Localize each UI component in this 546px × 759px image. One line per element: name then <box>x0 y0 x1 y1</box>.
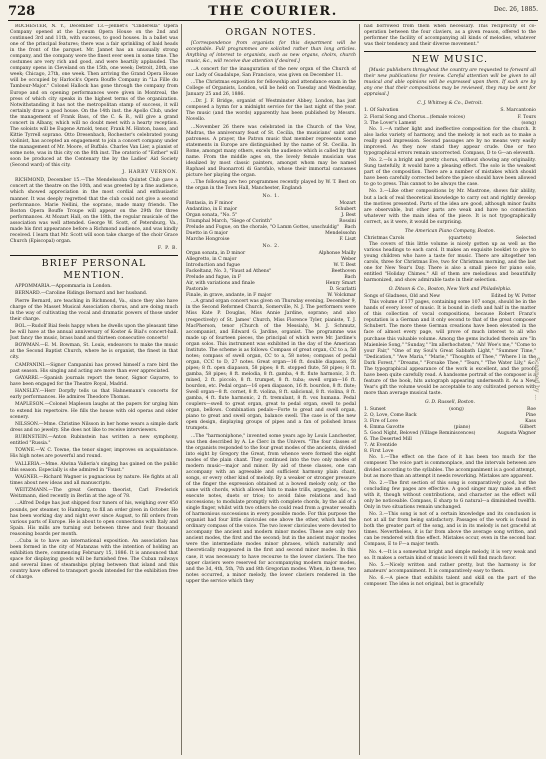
issue-date: Dec. 26, 1885. <box>493 6 538 13</box>
review-paragraph: No. 3.—This song is not of a certain knowledge and its conclusion is not at all far from being satisfactory. Passages of the work is found in both the greater part of the song, and is in its melody is not graceful at times. Nevertheless, it is far from above the average song written, and can be rendered with fine effect. Mistakes occur, even in the second bar. Compass, E to F—a major tenth. <box>364 512 536 548</box>
publication-item: 6. The Deserted Mill <box>364 437 412 443</box>
column-divider <box>181 24 182 755</box>
news-paragraph: ...Cuba is to have an international exposition. An association has been formed in the city of Matanzas with the intention of holding an exhibition there, commencing February 15, 1886. It is announced that space for displaying goods will be furnished free. The Cuban railways and several lines of steamships plying between that island and this country have offered to transport goods intended for the exhibition free of charge. <box>10 538 178 581</box>
mention-item: BOWMAN.—E. M. Bowman, St. Louis, endeavors to make the music at the Second Baptist Church, where he is organist, the finest in that city. <box>10 343 178 361</box>
section-heading-organ-notes: ORGAN NOTES. <box>225 27 317 38</box>
programme-row: Fantasia, in F minor Mozart <box>186 200 356 206</box>
mention-item: GAYARRE.—Spanish journals report the tenor, Signor Gayarre, to have been engaged for the Theatre Royal, Madrid. <box>10 375 178 387</box>
scan-watermark: Scanned by ... <box>533 357 540 400</box>
publication-item: Songs of Gladness, Old and New Edited by W. Potter <box>364 294 536 300</box>
publisher-heading: O. Ditson & Co., Boston, New York and Philadelphia. <box>388 287 512 293</box>
mention-item: WAGNER.—Richard Wagner is pugnacious by nature. He fights at all times about new ideas and all manuscripts. <box>10 474 178 486</box>
organ-paragraph: ...November 26 there was celebrated in the Church of the Vow, Madras, the anniversary feast of St. Cecilia, the musicians' saint and patroness. A prayer, the Patron music that member represents some statements in Europe are distinguished by the name of St. Cecilia. In Rome, amongst many others, excels the audience which is called by that name. From the middle ages on, the lovely female musician was idealized by most classic painters, amongst whom may be named Raphael and Buonarroti di Garofalo, whose their immortal canvasses picture her playing the organ. <box>186 124 356 179</box>
mention-item: TOWNE.—W. C. Towne, the tenor singer, improves on acquaintance. His high notes are powerful and round. <box>10 448 178 460</box>
section-heading-new-music: NEW MUSIC. <box>364 51 536 66</box>
programme-row: Prelude and Fugue, on the chorale, "O Lamm Gottes, unschuldig" Bach <box>186 224 356 230</box>
programme-row: Andantino, in E major Schubert <box>186 206 356 212</box>
publication-item: 3. The Lover's Lament (song) <box>364 120 536 126</box>
organ-paragraph: ...A grand organ concert was given on Thursday evening, December 9, in the Second Reformed Church, Somerville, N. J. The performers were Miss Kate P. Douglas, Miss Annie Jardine, soprano; and also (respectively) of St. James' Church, Miss Florence Tyler, pianiste, T. J. MacPherson, tenor (Church of the Messiah), M. J. Schmutz, accompanist, and Edward G. Jardine, organist. The programme was made up of fourteen pieces, the principal of which were Mr. Jardine's organ solos. This instrument was exhibited in the day of the American Institute. The scheme is as follows: Compass of great organ, CC to a, 58 notes; compass of swell organ, CC to a, 58 notes; compass of pedal organ, CCC to D, 27 notes. Great organ—16 ft. double diapason, 58 pipes; 8 ft. open diapason, 58 pipes; 8 ft. stopped flute, 58 pipes; 8 ft. gamba, 58 pipes; 8 ft. melodia, 8 ft. gamba, 4 ft. flute harmonic, 3 ft. mixed, 2 ft. piccolo, 8 ft. trumpet, 8 ft. tuba; swell organ—16 ft. bourdon, etc. Pedal organ—16 open diapason, 16 ft. bourdon, 8 ft. flute; Swell organ—8 ft. cornet, 8 ft. violina, 8 ft. salicional, 8 ft. violina, 8 ft. gamba, 4 ft. flute harmonic, 2 ft. tremulant, 8 ft. vox humana. Pedal couplers—swell to great organ, great to pedal organ, swell to pedal organ, bellows. Combination pedals—Forte to great and swell organ, piano to great and swell organ, balance swell. The case is of the new open design, displaying groups of pipes and a fan of polished brass trumpets. <box>186 299 356 432</box>
mention-item: CAMPANINI.—Signor Campanini has proved himself a rare bird the past season. His singing and acting are more than ever appreciated. <box>10 362 178 374</box>
publication-item: 2. O, Love, Come Back Pine <box>364 413 536 419</box>
programme-heading: No. 2. <box>262 243 280 249</box>
mention-item: BERNARD.—Caroline Ridings Bernard and her husband. <box>15 291 148 297</box>
publication-item: 7. At Eventide <box>364 443 397 449</box>
programme-heading: No. 1. <box>262 193 280 199</box>
publication-item: 3. Fire of Love Kass <box>364 419 536 425</box>
review-paragraph: No. 5.—Nicely written and rather pretty, but the harmony is for amateurs' accompaniment. It is comparatively easy to them. <box>364 562 536 575</box>
publication-item: 2. Floral Song and Chorus...(female voices) F. Tours <box>364 114 536 120</box>
publication-item: 1. Of Salvation S. Marcantonio <box>364 108 536 114</box>
review-paragraph: No. 1.—The effect on the face of it has been too much for the composer. The voice part is commonplace, and the intervals between are divided according to the syllables. The accompaniment is a good attempt, but as more than an attempt it needs reworking. Mistakes are apparent. <box>364 455 536 479</box>
publisher-heading: C. J. Whitney & Co., Detroit. <box>417 101 483 107</box>
organ-paragraph: ...The "harmoniphone," invented some years ago by Louis Lanchester, was then described by A. Le Clerc in the Univers. "The four classes of the organists responded to the four great modes of the ancients, divided into eight by Gregory the Great, from whence were formed the eight modes of the plain chant. They continued into the two only modes of modern music—major and minor. By aid of these classes, one can accompany with an agreeable and sufficient harmony plain chant, songs, or every other kind of melody. By a weaker or stronger pressure of the finger the expression obtained at a bowed melody only, or the same with chords, which allowed him to make trills, arpeggios, &c., to execute notes, duets or trios; to avoid false relations and bad successions; to modulate promptly with complete chords, by the aid of a single finger, whilst with two others he could read from a greater wealth of harmonious successions in every possible mode. For this purpose the organist had four little clavicules one above the other, which had the ordinary compass of the voice. The two lower clavicules were devoted to accompany the ancient and modern minor modes. These are only two ancient modes, the first and the second; but in the ancient major modes were the intermediate modes minor phrases, which naturally and theoretically reappeared in the first and second minor modes. In this case, it was necessary to have recourse to the lower claviers. The two upper claviers were reserved for accompanying modern major modes, and the 3d, 4th, 5th, 7th and 8th Gregorian modes. When, in these, two notes occurred, a minor melody, the lower claviers rendered in the upper the service which they <box>186 433 356 584</box>
programme-row: Marche Hongroise F. Liszt <box>186 236 356 242</box>
organ-paragraph: ...A concert for the inauguration of the new organ of the Church of our Lady of Guadalupe, San Francisco, was given on December 11. <box>186 66 356 78</box>
programme-row: Air, with variations and finale Henry Smart <box>186 281 356 287</box>
mention-item: WEITZMANN.—The great German theorist, Carl Frederick Weitzmann, died recently in Berlin at the age of 78. <box>10 488 178 500</box>
review-paragraph: No. 2.—The first section of this song is comparatively good, but the concluding few pages are effective. A good singer may make an effect with it, though without contributions, and character as the effect will only be noticeable. Compass, E sharp to G natural—a diminished twelfth. Only in two situations remain unchanged. <box>364 480 536 510</box>
section-heading-brief-personal-mention: BRIEF PERSONAL MENTION. <box>10 255 178 282</box>
publisher-heading: G. D. Russell, Boston. <box>424 400 476 405</box>
publication-item: 8. First Love <box>364 449 394 455</box>
publication-item: Christmas Carols (quartets) Selected <box>364 235 536 241</box>
mention-item: BOL.—Rudolf Bial feels happy when he dwells upon the pleasant time he will have at the annual anniversary of Koster & Bial's concert-hall. Just fancy the music, brass band and thirteen consecutive concerts! <box>10 323 178 342</box>
programme-row: Duetto in G major Mendelssohn <box>186 230 356 236</box>
programme-row: Triumphal March, "Siege of Corinth" Rossini <box>186 218 356 224</box>
news-paragraph: ...Alfred Dodge has just shipped four tuners of his, weighing over 450 pounds, per steamer, to Hamburg, to fill an order given in October. He has been working day and night ever since August, to fill orders from various parts of Europe. He is about to open connections with Italy and Spain. His mills are turning out between three and four thousand reasoning boards per month. <box>10 501 178 537</box>
programme-row: Introduction and fugue W. T. Best <box>186 263 356 269</box>
mention-item: RUBINSTEIN.—Anton Rubinstein has written a new symphony, entitled "Russia." <box>10 435 178 447</box>
organ-paragraph: ...Dr. J. F. Bridge, organist of Westminster Abbey, London, has just composed a hymn for a midnight service for the last night of the year. The music (and the words) apparently has been published by Messrs. Novello. <box>186 99 356 123</box>
review-paragraph: No. 2.—Is a bright and pretty chorus, without showing any originality. Sung tastefully, it would have a pleasing effect. The solo is the weakest part of the composition. There are a number of mistakes which should have been carefully corrected before the piece should have been allowed to go to press. This cannot to be always the case. <box>364 158 536 188</box>
news-paragraph: RICHMOND, December 15.—The Mendelssohn Quintet Club gave a concert at the theatre on the 10th, and was greeted by a fine audience, which showed appreciation in the most cordial and enthusiastic manner. It was deeply regretted that the club could not give a second performance. Marie Nellini, the soprano, made many friends. The Boston Opera Bouffe Troupe will appear on the 29th for three performances. At Mozart Hall, on the 18th, the regular musicale of the association was well attended. George W. Scott, of Petersburg, Va., made his first appearance before a Richmond audience, and was kindly received. I learn that Mr. Scott will soon take charge of the choir Grace Church (Episcopal) organ. <box>10 178 178 244</box>
programme-row: Prelude and fugue, in F Bach <box>186 275 356 281</box>
review-paragraph: No. 1.—A rather light and ineffective composition for the church. It also lacks variety of harmony, and the melody is not such as to make a really good impression. Second passages are by no means very easily improved. As they now stand they appear crude. One or two typographical errors remain uncorrected. Compass, D to G—an eleventh. <box>364 126 536 156</box>
mention-item: APPOMMARIA.—Appommaria in London. <box>15 284 112 290</box>
publisher-heading: The American Piano Company, Boston. <box>404 228 496 234</box>
column-3 <box>364 24 536 755</box>
editor-note: [Music publishers throughout the country are requested to forward all their new publications for review. Careful attention will be given to all musical and able opinions will be expressed upon them. If such are by any one that their compositions may be reviewed, they may be sent for appraisal.] <box>364 68 536 98</box>
review-paragraph: No. 6.—A piece that exhibits talent and skill on the part of the composer. The idea is not original, but is gracefully <box>364 576 536 588</box>
masthead-title: THE COURIER. <box>208 4 338 19</box>
signature: J. HARRY VERNON. <box>122 170 178 176</box>
programme-row: Finale, in grave, andante, in F major W. Volckmar <box>186 293 356 299</box>
programme-row: Pastorale D. Scarlatti <box>186 287 356 293</box>
publication-item: 1. Sunset (song) Roe <box>364 407 536 413</box>
publication-list <box>364 108 536 126</box>
publication-item: 4. Emma Gavotte (piano) Gilbert <box>364 425 536 431</box>
signature: F. P. B. <box>157 246 178 252</box>
review-paragraph: The covers of this little volume is nicely gotten up as well as the various headings to each carol. It makes an exquisite booklet to give to young children who have a taste for music. There are altogether ten carols, three for Christmas Eve, two for Christmas morning, and the last one for New Year's Day. There is also a small piece for piano solo, entitled "Holiday Chimes." All of them are melodious and beautifully harmonized, and show admirable taste in their selection. <box>364 241 536 284</box>
column-divider <box>359 24 360 755</box>
programme-list <box>186 251 356 299</box>
programme-list <box>186 201 356 243</box>
mention-item: VALLERIA.—Mme. Alwina Valleria's singing has gained on the public this season. Especially is she admired in "Faust." <box>10 461 178 473</box>
publication-list <box>364 407 536 455</box>
column-2 <box>186 24 356 755</box>
review-paragraph: No. 3.—Like other compositions by Mr. Mastrone, shows fair ability, but a lack of real theoretical knowledge to carry out and rightly develop the motives presented. Parts of the idea are good, although minor faults are observable, but other parts are weak and have no connection whatever with the main idea of the piece. It is not typographically correct, as it were, it would be surprising. <box>364 189 536 225</box>
news-paragraph: ROCHESTER, N. Y., December 13.—Jennet's "Cinderella" Opera Company opened at the Lyceum Opera House on the 2nd and continued 3rd and 11th, with success, to good houses. In a ballet was one of the principal features; there was a fair sprinkling of bald heads in the front of the parquet. Mr. Jannet has an unusually strong company, and the company were the finest ever seen in some time. The costumes are very rich and good, and were heartily applauded. The company opens in Cleveland on the 15th, one week; Detroit, 20th, one week; Chicago, 27th, one week. Then arriving the Grand Opera House will be occupied by Harlock's Opera Bouffe Company in "La Fille du Tambour-Major." Colonel Hallock has gone through the company from Europe and on opening performances were given in Montreal, the press of which city speaks in the highest terms of the organization. Notwithstanding it has not the metropolitan stamp of success, it will certainly draw a good house. On the 14th inst. the Apollo Club, under the management of Frank Bass, of the C. & B., will give a grand concert in Albany, which will no doubt meet with a hearty reception. The soloists will be Eugene Arnold, tenor, Frank M. Hinton, basso, and Kittie Tyrrell soprano. Otto Dresenbach, Rochester's celebrated young violinist, has accepted an engagement to join a concert company under the management of Mr. Moore, of Buffalo. Charles Van Lier, a pianist of some note, was in this city on the 8th inst. The oratorio of "Esther" will soon be produced at the Centenary the by the Ladies' Aid Society (Second ward) of this city. <box>10 24 178 169</box>
programme-row: Allegretto, in C major Weber <box>186 257 356 263</box>
organ-paragraph: ...The Christmas exposition for fellowship and attendance exam in the College of Organists, London, will be held on Tuesday and Wednesday, January 25 and 26, 1886. <box>186 79 356 98</box>
page-header <box>8 4 538 20</box>
programme-row: Organ sonata, "No. 5" J. Best <box>186 212 356 218</box>
mention-item: MAPLESON.—Colonel Mapleson laughs at the papers for urging him to extend his repertoire. He fills the house with old operas and older scenery. <box>10 402 178 420</box>
review-paragraph: This volume of 177 pages, containing some 107 songs, should be in the hands of every lover of music. It is bound in cloth and half in the matter of this collection of vocal compositions, because Robert Franz's reputation is a German and it only second to that of the great composer Schubert. The more these German creations have been elevated in the face of almost every page, will prove of much interest to all who purchase this valuable volume. Among the gems included therein are "In Maienleie Song," "Sunday," "Im allerhochsten," "Ah! Woe's me," "Come to your Fair," "One of my Soul's Great Sabbath Light," "Summer Time," "Dedication," "Ave Maria," "Marie," "Thoughts of Thee," "Where I in the Dark Forest," "Dreams," "Forsake Thee," "Tears," "The Water Lily," &c. The typographical appearance of the work is excellent, and the proofs have been quite carefully read. A handsome portrait of the composer is a feature of the book, hits autograph appearing underneath it. As a New Year's gift the volume would be acceptable to any cultivated person with more than average musical taste. <box>364 300 536 396</box>
publication-item: 5. Good Night, Beloved (Village Reminiscences) Augusta Wagner <box>364 431 536 437</box>
mention-item: Pierre Bernard, are teaching in Richmond, Va., since they also have charge of the Masset Musical Association chorus, and are doing much in the way of cultivating the vocal and dramatic powers of those under their charge. <box>10 298 178 322</box>
programme-row: Fackeltanz, No. 3, "Faust ad Athens" Beethoven <box>186 269 356 275</box>
column-1 <box>10 24 178 755</box>
header-rule <box>8 20 538 21</box>
review-paragraph: No. 4.—It is a somewhat bright and simple melody, it is very weak and so. It makes a certain kind of music lovers it will find much favor. <box>364 549 536 561</box>
mention-item: HANSLEY.—Herr Dorpfly tells us that Hahnemann's concerts for early performances. He admires Theodore Thomas. <box>10 389 178 401</box>
organ-paragraph: ...The following are two programmes recently played by W. T. Best on the organ in the Town Hall, Manchester, England: <box>186 180 356 192</box>
mention-item: NILSSON.—Mme. Christine Nilsson in her home wears a simple dark dress and no jewelry. She does not like to receive interviewers. <box>10 421 178 433</box>
programme-row: Organ sonata, in D minor Alphonse Mailly <box>186 250 356 256</box>
continued-paragraph: had borrowed from them when necessary. This reciprocity of co-operation between the four claviers, as a given reason, offered to the performer the facility of accompanying all kinds of melodies, whatever was their tendency and their diverse movement." <box>364 24 536 48</box>
page-number: 728 <box>8 4 36 19</box>
editor-note: [Correspondence from organists for this department will be acceptable. Full programmes are solicited rather than long articles. Anything of interest to organists, such as new organs, choirs, church music, &c., will receive due attention if desired.] <box>186 41 356 65</box>
